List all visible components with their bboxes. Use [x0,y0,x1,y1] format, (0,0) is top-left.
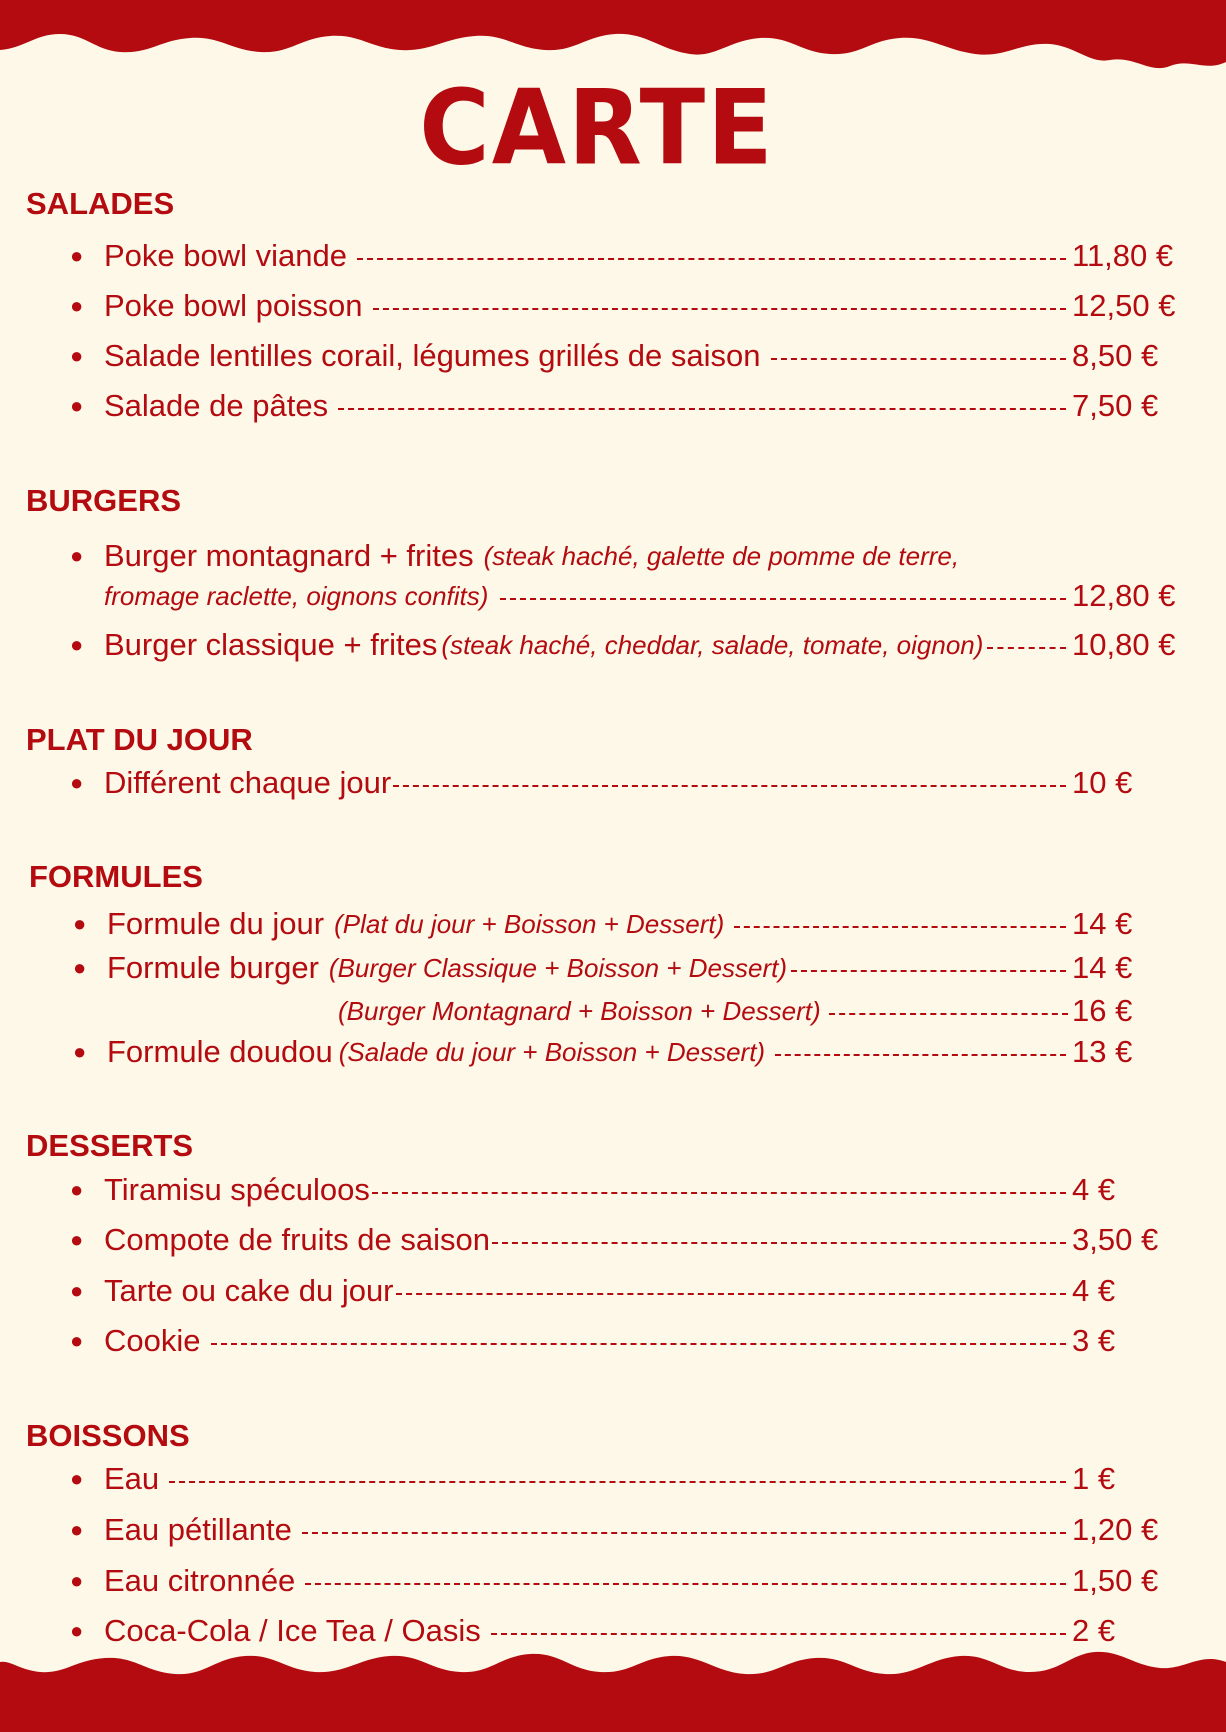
bullet-icon: ● [70,1278,84,1303]
item-detail: (Salade du jour + Boisson + Dessert) [338,1036,766,1067]
section-title-burgers: BURGERS [26,483,182,518]
dotted-leader [338,408,1066,410]
dotted-leader [775,1054,1066,1056]
item-name: Eau citronnée [104,1563,296,1598]
bullet-icon: ● [70,243,84,268]
item-price: 14 € [1072,906,1133,941]
dotted-leader [492,1242,1066,1244]
dotted-leader [500,598,1066,600]
item-price: 2 € [1072,1613,1116,1648]
section-title-plat-du-jour: PLAT DU JOUR [26,722,253,757]
section-title-boissons: BOISSONS [26,1418,190,1453]
menu-item [73,1032,1190,1072]
dotted-leader [393,785,1066,787]
bullet-icon: ● [70,543,84,568]
item-price: 10,80 € [1072,627,1176,662]
item-detail: (steak haché, cheddar, salade, tomate, oignon) [441,629,984,660]
bullet-icon: ● [70,1227,84,1252]
item-price: 7,50 € [1072,388,1159,423]
menu-item [70,386,1190,426]
dotted-leader [829,1013,1068,1015]
menu-item [70,1510,1190,1550]
menu-item [70,625,1190,665]
menu-item [70,1321,1190,1361]
dotted-leader [211,1343,1067,1345]
section-title-salades: SALADES [26,186,175,221]
bullet-icon: ● [70,393,84,418]
dotted-leader [987,647,1066,649]
item-price: 3 € [1072,1323,1116,1358]
dotted-leader [169,1481,1066,1483]
item-price: 12,50 € [1072,288,1176,323]
bullet-icon: ● [70,1466,84,1491]
menu-item [70,763,1190,803]
dotted-leader [302,1532,1066,1534]
item-detail-line [104,578,1190,614]
item-detail: fromage raclette, oignons confits) [104,580,489,611]
item-name: Salade lentilles corail, légumes grillés de saison [104,338,761,373]
item-price: 12,80 € [1072,578,1176,613]
bottom-wave-decoration [0,1642,1226,1732]
section-title-formules: FORMULES [29,859,203,894]
item-price: 3,50 € [1072,1222,1159,1257]
item-price: 1,50 € [1072,1563,1159,1598]
item-price: 13 € [1072,1034,1133,1069]
item-name: Cookie [104,1323,201,1358]
bullet-icon: ● [70,293,84,318]
item-name: Burger montagnard + frites [104,538,474,573]
item-name: Compote de fruits de saison [104,1222,490,1257]
item-name: Tiramisu spéculoos [104,1172,370,1207]
item-name: Poke bowl viande [104,238,347,273]
item-price: 8,50 € [1072,338,1159,373]
item-name: Coca-Cola / Ice Tea / Oasis [104,1613,481,1648]
bullet-icon: ● [70,1328,84,1353]
dotted-leader [373,308,1067,310]
item-price: 1,20 € [1072,1512,1159,1547]
section-title-desserts: DESSERTS [26,1128,194,1163]
menu-item [70,336,1190,376]
menu-item [70,1220,1190,1260]
menu-title: CARTE [419,67,775,189]
dotted-leader [791,970,1066,972]
menu-item [70,1611,1190,1651]
menu-item [70,1170,1190,1210]
bullet-icon: ● [73,1039,87,1064]
bullet-icon: ● [73,955,87,980]
dotted-leader [491,1633,1066,1635]
item-name: Salade de pâtes [104,388,329,423]
dotted-leader [305,1583,1066,1585]
bullet-icon: ● [70,1177,84,1202]
menu-item [70,536,1190,576]
item-name: Formule du jour [107,906,325,941]
item-price: 4 € [1072,1273,1116,1308]
item-detail: (Burger Montagnard + Boisson + Dessert) [338,995,821,1026]
dotted-leader [734,926,1066,928]
dotted-leader [357,258,1066,260]
item-detail-line [338,992,1190,1030]
dotted-leader [771,358,1066,360]
item-name: Burger classique + frites [104,627,438,662]
item-name: Formule doudou [107,1034,333,1069]
item-name: Tarte ou cake du jour [104,1273,394,1308]
item-price: 1 € [1072,1461,1116,1496]
menu-item [73,904,1190,944]
item-price: 16 € [1072,993,1133,1028]
dotted-leader [372,1192,1066,1194]
menu-item [70,1459,1190,1499]
item-price: 10 € [1072,765,1133,800]
item-price: 14 € [1072,950,1133,985]
bullet-icon: ● [70,1618,84,1643]
menu-item [73,948,1190,988]
bullet-icon: ● [70,632,84,657]
bullet-icon: ● [73,911,87,936]
item-name: Eau [104,1461,160,1496]
item-name: Différent chaque jour [104,765,392,800]
item-detail: (steak haché, galette de pomme de terre, [483,540,960,571]
item-name: Eau pétillante [104,1512,292,1547]
item-price: 11,80 € [1072,238,1174,273]
item-detail: (Burger Classique + Boisson + Dessert) [328,952,788,983]
item-detail: (Plat du jour + Boisson + Dessert) [334,908,725,939]
bullet-icon: ● [70,770,84,795]
menu-item [70,286,1190,326]
bullet-icon: ● [70,1517,84,1542]
item-price: 4 € [1072,1172,1116,1207]
item-name: Poke bowl poisson [104,288,363,323]
menu-item [70,236,1190,276]
dotted-leader [396,1293,1066,1295]
menu-item [70,1561,1190,1601]
item-name: Formule burger [107,950,319,985]
bullet-icon: ● [70,1568,84,1593]
bullet-icon: ● [70,343,84,368]
menu-item [70,1271,1190,1311]
